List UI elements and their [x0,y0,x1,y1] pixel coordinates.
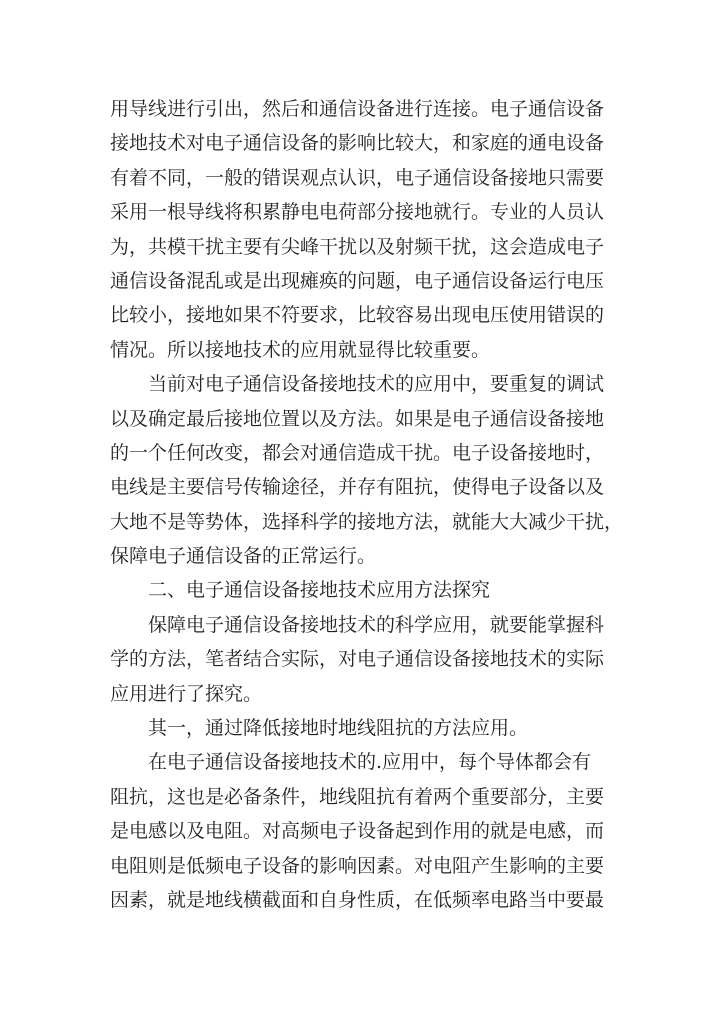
text-line: 电阻则是低频电子设备的影响因素。对电阻产生影响的主要 [110,854,605,877]
text-line: 通信设备混乱或是出现瘫痪的问题，电子通信设备运行电压 [110,269,605,292]
paragraph-first-line: 保障电子通信设备接地技术的科学应用，就要能掌握科 [148,613,605,636]
paragraph-first-line: 在电子通信设备接地技术的.应用中，每个导体都会有 [148,751,592,774]
text-line: 保障电子通信设备的正常运行。 [110,545,377,568]
document-body [110,92,624,917]
text-line: 的一个任何改变，都会对通信造成干扰。电子设备接地时， [110,441,605,464]
text-line: 有着不同，一般的错误观点认识，电子通信设备接地只需要 [110,166,605,189]
text-line: 应用进行了探究。 [110,682,263,705]
text-line: 以及确定最后接地位置以及方法。如果是电子通信设备接地 [110,407,605,430]
text-line: 因素，就是地线横截面和自身性质，在低频率电路当中要最 [110,888,605,911]
paragraph-first-line: 当前对电子通信设备接地技术的应用中，要重复的调试 [148,373,605,396]
subsection-heading: 其一，通过降低接地时地线阻抗的方法应用。 [148,717,529,740]
text-line: 比较小，接地如果不符要求，比较容易出现电压使用错误的 [110,304,605,327]
text-line: 是电感以及电阻。对高频电子设备起到作用的就是电感，而 [110,820,605,843]
section-heading: 二、电子通信设备接地技术应用方法探究 [148,579,491,602]
text-line: 电线是主要信号传输途径，并存有阻抗，使得电子设备以及 [110,476,605,499]
text-line: 为，共模干扰主要有尖峰干扰以及射频干扰，这会造成电子 [110,235,605,258]
text-line: 接地技术对电子通信设备的影响比较大，和家庭的通电设备 [110,132,605,155]
text-line: 采用一根导线将积累静电电荷部分接地就行。专业的人员认 [110,201,605,224]
text-line: 用导线进行引出，然后和通信设备进行连接。电子通信设备 [110,98,605,120]
text-line: 情况。所以接地技术的应用就显得比较重要。 [110,338,491,361]
text-line: 学的方法，笔者结合实际，对电子通信设备接地技术的实际 [110,648,605,671]
text-line: 阻抗，这也是必备条件，地线阻抗有着两个重要部分，主要 [110,785,605,808]
text-line: 大地不是等势体，选择科学的接地方法，就能大大减少干扰， [110,510,624,533]
